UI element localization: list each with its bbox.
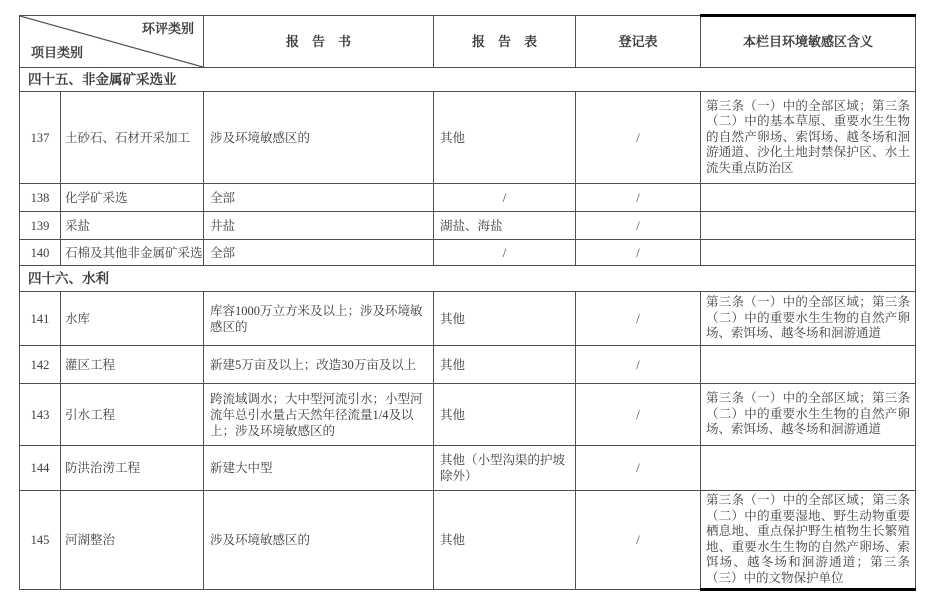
- table-row-140: [20, 240, 916, 266]
- report-form-cell: 其他: [434, 92, 576, 184]
- registration-form-cell: /: [576, 92, 701, 184]
- report-book-cell: 库容1000万立方米及以上；涉及环境敏感区的: [204, 292, 434, 346]
- section-row-45: [20, 68, 916, 92]
- report-book-cell: 全部: [204, 240, 434, 266]
- table-row-144: [20, 446, 916, 491]
- registration-form-cell: /: [576, 346, 701, 384]
- category-cell: 河湖整治: [61, 491, 204, 590]
- registration-form-cell: /: [576, 212, 701, 240]
- row-number-cell: 141: [20, 292, 61, 346]
- report-form-cell: 其他: [434, 292, 576, 346]
- sensitive-meaning-cell: [701, 184, 916, 212]
- sensitive-meaning-cell: 第三条（一）中的全部区域；第三条（二）中的重要水生生物的自然产卵场、索饵场、越冬场和洄游通道: [701, 384, 916, 446]
- sensitive-meaning-cell: [701, 212, 916, 240]
- table-row-143: [20, 384, 916, 446]
- report-book-cell: 井盐: [204, 212, 434, 240]
- report-form-cell: 其他: [434, 491, 576, 590]
- category-cell: 土砂石、石材开采加工: [61, 92, 204, 184]
- row-number-cell: 142: [20, 346, 61, 384]
- category-cell: 引水工程: [61, 384, 204, 446]
- category-cell: 灌区工程: [61, 346, 204, 384]
- table-row-142: [20, 346, 916, 384]
- header-report-book: 报 告 书: [204, 16, 434, 68]
- header-registration-form: 登记表: [576, 16, 701, 68]
- section-label: 四十六、水利: [20, 266, 916, 292]
- registration-form-cell: /: [576, 491, 701, 590]
- category-cell: 石棉及其他非金属矿采选: [61, 240, 204, 266]
- header-report-form: 报 告 表: [434, 16, 576, 68]
- sensitive-meaning-cell: [701, 346, 916, 384]
- row-number-cell: 140: [20, 240, 61, 266]
- report-book-cell: 全部: [204, 184, 434, 212]
- row-number-cell: 143: [20, 384, 61, 446]
- sensitive-meaning-cell: 第三条（一）中的全部区域；第三条（二）中的基本草原、重要水生生物的自然产卵场、索饵场、越冬场和洄游通道、沙化土地封禁保护区、水土流失重点防治区: [701, 92, 916, 184]
- sensitive-meaning-cell: [701, 240, 916, 266]
- table-row-139: [20, 212, 916, 240]
- sensitive-meaning-cell: [701, 446, 916, 491]
- section-label: 四十五、非金属矿采选业: [20, 68, 916, 92]
- eia-category-table: [19, 14, 916, 591]
- report-book-cell: 新建大中型: [204, 446, 434, 491]
- report-book-cell: 新建5万亩及以上；改造30万亩及以上: [204, 346, 434, 384]
- table-row-145: [20, 491, 916, 590]
- sensitive-meaning-cell: 第三条（一）中的全部区域；第三条（二）中的重要水生生物的自然产卵场、索饵场、越冬场和洄游通道: [701, 292, 916, 346]
- report-book-cell: 跨流域调水；大中型河流引水；小型河流年总引水量占天然年径流量1/4及以上；涉及环境敏感区的: [204, 384, 434, 446]
- header-eia-category-label: 环评类别: [141, 21, 194, 36]
- report-book-cell: 涉及环境敏感区的: [204, 92, 434, 184]
- header-project-category-label: 项目类别: [31, 45, 84, 60]
- section-row-46: [20, 266, 916, 292]
- category-cell: 水库: [61, 292, 204, 346]
- report-form-cell: 其他: [434, 346, 576, 384]
- row-number-cell: 144: [20, 446, 61, 491]
- report-book-cell: 涉及环境敏感区的: [204, 491, 434, 590]
- report-form-cell: 其他: [434, 384, 576, 446]
- registration-form-cell: /: [576, 240, 701, 266]
- category-cell: 采盐: [61, 212, 204, 240]
- table-row-138: [20, 184, 916, 212]
- row-number-cell: 137: [20, 92, 61, 184]
- category-cell: 化学矿采选: [61, 184, 204, 212]
- category-cell: 防洪治涝工程: [61, 446, 204, 491]
- header-row: [20, 16, 916, 68]
- registration-form-cell: /: [576, 184, 701, 212]
- row-number-cell: 145: [20, 491, 61, 590]
- table-row-137: [20, 92, 916, 184]
- report-form-cell: 湖盐、海盐: [434, 212, 576, 240]
- row-number-cell: 139: [20, 212, 61, 240]
- table-row-141: [20, 292, 916, 346]
- sensitive-meaning-cell: 第三条（一）中的全部区域；第三条（二）中的重要湿地、野生动物重要栖息地、重点保护野生植物生长繁殖地、重要水生生物的自然产卵场、索饵场、越冬场和洄游通道；第三条（三）中的文物保护单位: [701, 491, 916, 590]
- report-form-cell: /: [434, 184, 576, 212]
- report-form-cell: 其他（小型沟渠的护坡除外）: [434, 446, 576, 491]
- diagonal-header-cell: [20, 16, 204, 68]
- registration-form-cell: /: [576, 292, 701, 346]
- registration-form-cell: /: [576, 446, 701, 491]
- header-sensitive-meaning: 本栏目环境敏感区含义: [701, 16, 916, 68]
- registration-form-cell: /: [576, 384, 701, 446]
- report-form-cell: /: [434, 240, 576, 266]
- row-number-cell: 138: [20, 184, 61, 212]
